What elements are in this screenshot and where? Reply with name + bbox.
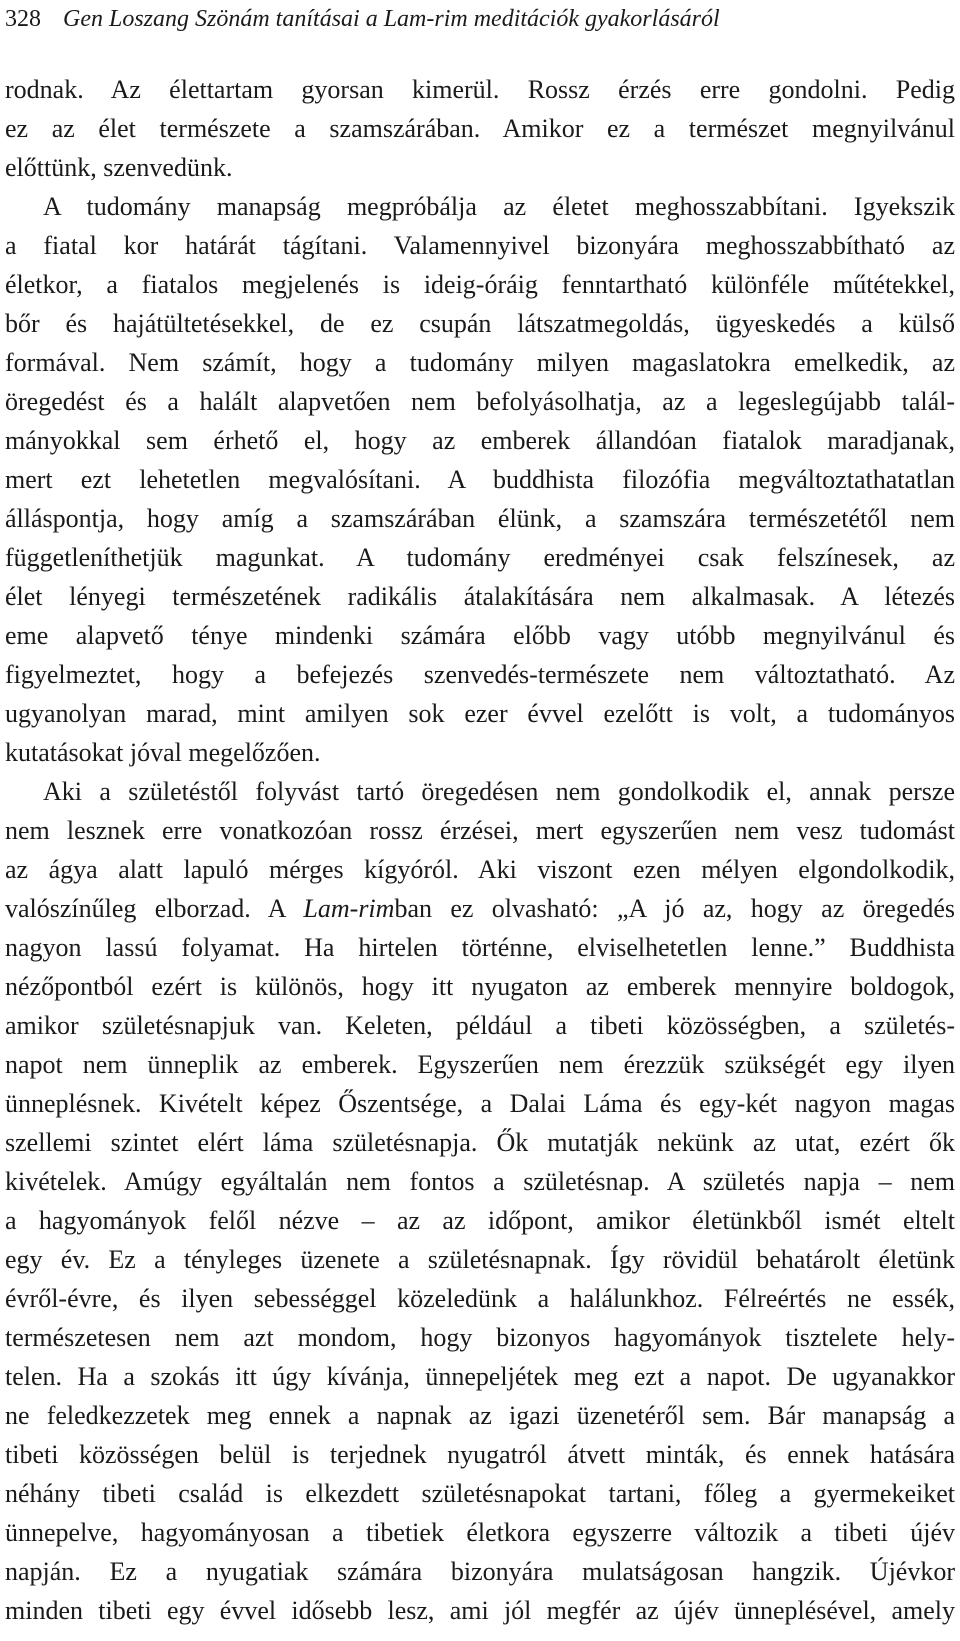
text-line: ünneplésnek. Kivételt képez Őszentsége, a Dalai Láma és egy-két nagyon magas — [5, 1089, 955, 1118]
text-line: ugyanolyan marad, mint amilyen sok ezer évvel ezelőtt is volt, a tudományos — [5, 699, 955, 728]
book-title: Gen Loszang Szönám tanításai a Lam-rim meditációk gyakorlásáról — [63, 6, 720, 32]
text-line: a hagyományok felől nézve – az az időpont, amikor életünkből ismét eltelt — [5, 1206, 955, 1235]
text-line: ne feledkezzetek meg ennek a napnak az igazi üzenetéről sem. Bár manapság a — [5, 1401, 955, 1430]
text-line: A tudomány manapság megpróbálja az életet meghosszabbítani. Igyekszik — [43, 192, 955, 221]
text-line: mányokkal sem érhető el, hogy az emberek állandóan fiatalok maradjanak, — [5, 426, 955, 455]
text-line: minden tibeti egy évvel idősebb lesz, ami jól megfér az újév ünneplésével, amely — [5, 1596, 955, 1625]
text-segment: valószínűleg elborzad. A — [5, 894, 304, 923]
text-line: Aki a születéstől folyvást tartó öregedésen nem gondolkodik el, annak persze — [43, 777, 955, 806]
text-line: rodnak. Az élettartam gyorsan kimerül. Rossz érzés erre gondolni. Pedig — [5, 75, 955, 104]
text-line: életkor, a fiatalos megjelenés is ideig-óráig fenntartható különféle műtétekkel, — [5, 270, 955, 299]
text-line: ez az élet természete a szamszárában. Amikor ez a természet megnyilvánul — [5, 114, 955, 143]
text-line: függetleníthetjük magunkat. A tudomány eredményei csak felszínesek, az — [5, 543, 955, 572]
text-line: telen. Ha a szokás itt úgy kívánja, ünnepeljétek meg ezt a napot. De ugyanakkor — [5, 1362, 955, 1391]
text-line: előttünk, szenvedünk. — [5, 153, 233, 182]
text-line: figyelmeztet, hogy a befejezés szenvedés-természete nem változtatható. Az — [5, 660, 955, 689]
text-line: formával. Nem számít, hogy a tudomány milyen magaslatokra emelkedik, az — [5, 348, 955, 377]
text-line: napján. Ez a nyugatiak számára bizonyára mulatságosan hangzik. Újévkor — [5, 1557, 955, 1586]
text-line: az ágya alatt lapuló mérges kígyóról. Aki viszont ezen mélyen elgondolkodik, — [5, 855, 955, 884]
running-header — [5, 4, 720, 34]
text-line: egy év. Ez a tényleges üzenete a születésnapnak. Így rövidül behatárolt életünk — [5, 1245, 955, 1274]
text-line: amikor születésnapjuk van. Keleten, például a tibeti közösségben, a születés- — [5, 1011, 955, 1040]
text-line: mert ezt lehetetlen megvalósítani. A buddhista filozófia megváltoztathatatlan — [5, 465, 955, 494]
text-line: bőr és hajátültetésekkel, de ez csupán látszatmegoldás, ügyeskedés a külső — [5, 309, 955, 338]
text-line: napot nem ünneplik az emberek. Egyszerűen nem érezzük szükségét egy ilyen — [5, 1050, 955, 1079]
text-line: nem lesznek erre vonatkozóan rossz érzései, mert egyszerűen nem vesz tudomást — [5, 816, 955, 845]
text-line: szellemi szintet elért láma születésnapja. Ők mutatják nekünk az utat, ezért ők — [5, 1128, 955, 1157]
text-line — [5, 889, 955, 928]
text-segment: ban ez olvasható: „A jó az, hogy az öregedés — [394, 894, 955, 923]
text-line: néhány tibeti család is elkezdett születésnapokat tartani, főleg a gyermekeiket — [5, 1479, 955, 1508]
text-line: álláspontja, hogy amíg a szamszárában élünk, a szamszára természetétől nem — [5, 504, 955, 533]
text-line: évről-évre, és ilyen sebességgel közeledünk a halálunkhoz. Félreértés ne essék, — [5, 1284, 955, 1313]
body-text — [5, 70, 955, 1630]
text-line: nézőpontból ezért is különös, hogy itt nyugaton az emberek mennyire boldogok, — [5, 972, 955, 1001]
text-line: természetesen nem azt mondom, hogy bizonyos hagyományok tisztelete hely- — [5, 1323, 955, 1352]
text-line: élet lényegi természetének radikális átalakítására nem alkalmasak. A létezés — [5, 582, 955, 611]
text-line: kivételek. Amúgy egyáltalán nem fontos a születésnap. A születés napja – nem — [5, 1167, 955, 1196]
text-line: eme alapvető ténye mindenki számára előbb vagy utóbb megnyilvánul és — [5, 621, 955, 650]
text-line: kutatásokat jóval megelőzően. — [5, 738, 321, 767]
italic-term: Lam-rim — [303, 894, 395, 923]
text-line: a fiatal kor határát tágítani. Valamennyivel bizonyára meghosszabbítható az — [5, 231, 955, 260]
text-line: ünnepelve, hagyományosan a tibetiek életkora egyszerre változik a tibeti újév — [5, 1518, 955, 1547]
text-line: öregedést és a halált alapvetően nem befolyásolhatja, az a legeslegújabb talál- — [5, 387, 955, 416]
text-line: nagyon lassú folyamat. Ha hirtelen történne, elviselhetetlen lenne.” Buddhista — [5, 933, 955, 962]
page-number: 328 — [5, 6, 41, 32]
text-line: tibeti közösségen belül is terjednek nyugatról átvett minták, és ennek hatására — [5, 1440, 955, 1469]
